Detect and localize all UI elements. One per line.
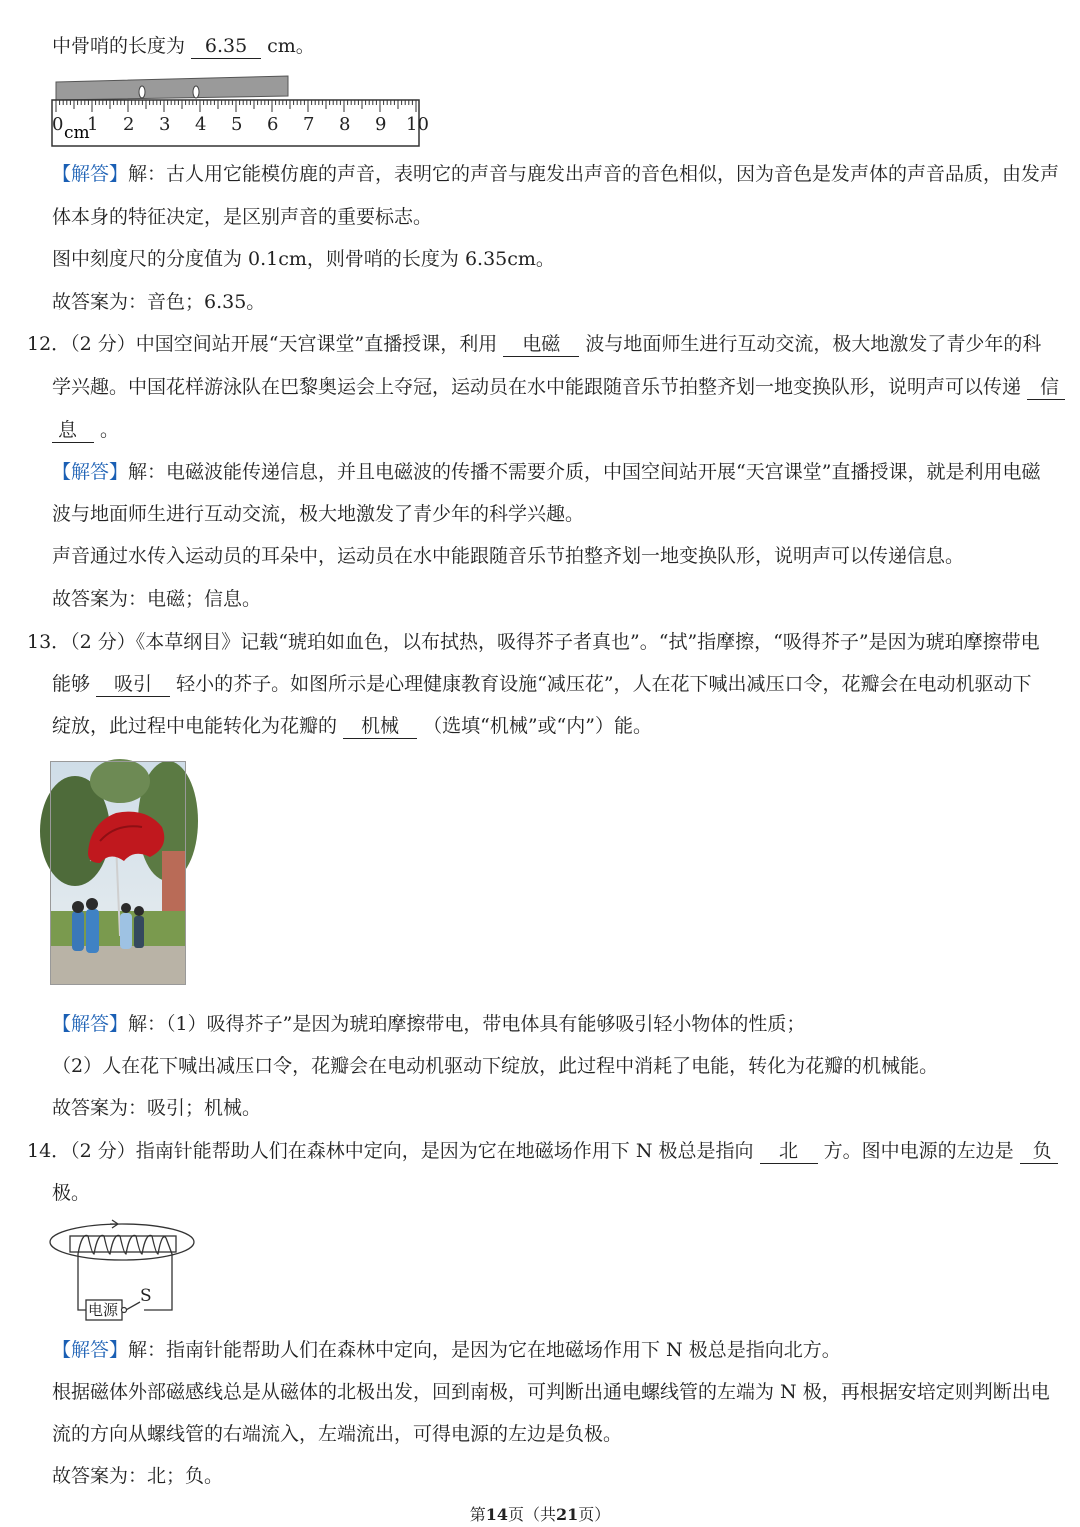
q12-final-answer: 故答案为：电磁；信息。 [52,588,262,610]
q14-answer-line2: 根据磁体外部磁感线总是从磁体的北极出发，回到南极，可判断出通电螺线管的左端为 N 极，再根据安培定则判断出电 [52,1381,1050,1403]
q13-answer-line1: 【解答】解：（1）吸得芥子”是因为琥珀摩擦带电，带电体具有能够吸引轻小物体的性质； [52,1013,806,1035]
q14-final-answer: 故答案为：北；负。 [52,1465,224,1487]
q14-blank2: 负 [1020,1139,1058,1164]
q12-question-line1: 12．（2 分）中国空间站开展“天宫课堂”直播授课，利用 电磁 波与地面师生进行互动交流，极大地激发了青少年的科 [27,333,1042,355]
q11-answer-line1: 【解答】解：古人用它能模仿鹿的声音，表明它的声音与鹿发出声音的音色相似，因为音色是发声体的声音品质，由发声 [52,163,1060,185]
q13-question-line2: 能够 吸引 轻小的芥子。如图所示是心理健康教育设施“减压花”，人在花下喊出减压口令，花瓣会在电动机驱动下 [52,673,1032,695]
q12-answer-line3: 声音通过水传入运动员的耳朵中，运动员在水中能跟随音乐节拍整齐划一地变换队形，说明声可以传递信息。 [52,545,965,567]
ruler-label: 3 [159,114,171,135]
current-page-number: 14 [485,1505,508,1524]
q13-blank2: 机械 [343,714,417,739]
q11-answer-blank: 6.35 [191,34,261,59]
q11-question-line: 中骨哨的长度为 6.35 cm。 [52,35,315,57]
ruler-label: 9 [375,114,387,135]
q11-answer-line2: 体本身的特征决定，是区别声音的重要标志。 [52,206,433,228]
ruler-label: 5 [231,114,243,135]
ruler-label: 1 [87,114,99,135]
power-source-label: 电源 [88,1301,119,1319]
ruler-unit-label: cm [64,123,90,143]
q12-blank2-part2: 息 [52,418,94,443]
ruler-label: 8 [339,114,351,135]
q12-answer-line2: 波与地面师生进行互动交流，极大地激发了青少年的科学兴趣。 [52,503,585,525]
ruler-label: 7 [303,114,315,135]
q13-question-line1: 13．（2 分）《本草纲目》记载“琥珀如血色，以布拭热，吸得芥子者真也”。“拭”指摩擦，“吸得芥子”是因为琥珀摩擦带电 [27,631,1040,653]
q12-answer-line1: 【解答】解：电磁波能传递信息，并且电磁波的传播不需要介质，中国空间站开展“天宫课堂”直播授课，就是利用电磁 [52,461,1041,483]
switch-label: S [140,1286,152,1306]
q14-question-line2: 极。 [52,1182,91,1204]
ruler-label: 6 [267,114,279,135]
q12-question-line2: 学兴趣。中国花样游泳队在巴黎奥运会上夺冠，运动员在水中能跟随音乐节拍整齐划一地变换队形，说明声可以传递 信 [52,373,1065,401]
bone-whistle [56,76,288,100]
q13-final-answer: 故答案为：吸引；机械。 [52,1097,262,1119]
pressure-flower-photo [50,761,186,985]
q12-question-line3: 息 。 [52,416,119,444]
total-page-count: 21 [556,1505,579,1524]
q14-question-line1: 14．（2 分）指南针能帮助人们在森林中定向，是因为它在地磁场作用下 N 极总是指向 北 方。图中电源的左边是 负 [27,1137,1058,1165]
ruler-label: 10 [406,114,429,135]
circuit-diagram [48,1214,200,1326]
q14-answer-line1: 【解答】解：指南针能帮助人们在森林中定向，是因为它在地磁场作用下 N 极总是指向北方。 [52,1339,841,1361]
ruler-label: 0 [52,114,64,135]
ruler-label: 2 [123,114,135,135]
q11-final-answer: 故答案为：音色；6.35。 [52,291,266,313]
ruler-label: 4 [195,114,207,135]
q12-blank2-part1: 信 [1027,375,1065,400]
page-footer: 第14页（共21页） [469,1505,611,1524]
q14-blank1: 北 [760,1139,818,1164]
q13-answer-line2: （2）人在花下喊出减压口令，花瓣会在电动机驱动下绽放，此过程中消耗了电能，转化为花瓣的机械能。 [52,1055,939,1077]
q12-blank1: 电磁 [503,332,579,357]
field-arrow-icon [110,1220,118,1228]
q13-question-line3: 绽放，此过程中电能转化为花瓣的 机械 （选填“机械”或“内”）能。 [52,715,652,737]
q14-answer-line3: 流的方向从螺线管的右端流入，左端流出，可得电源的左边是负极。 [52,1423,623,1445]
q13-blank1: 吸引 [96,672,170,697]
ruler-figure [50,70,429,150]
q11-answer-line3: 图中刻度尺的分度值为 0.1cm，则骨哨的长度为 6.35cm。 [52,248,555,270]
